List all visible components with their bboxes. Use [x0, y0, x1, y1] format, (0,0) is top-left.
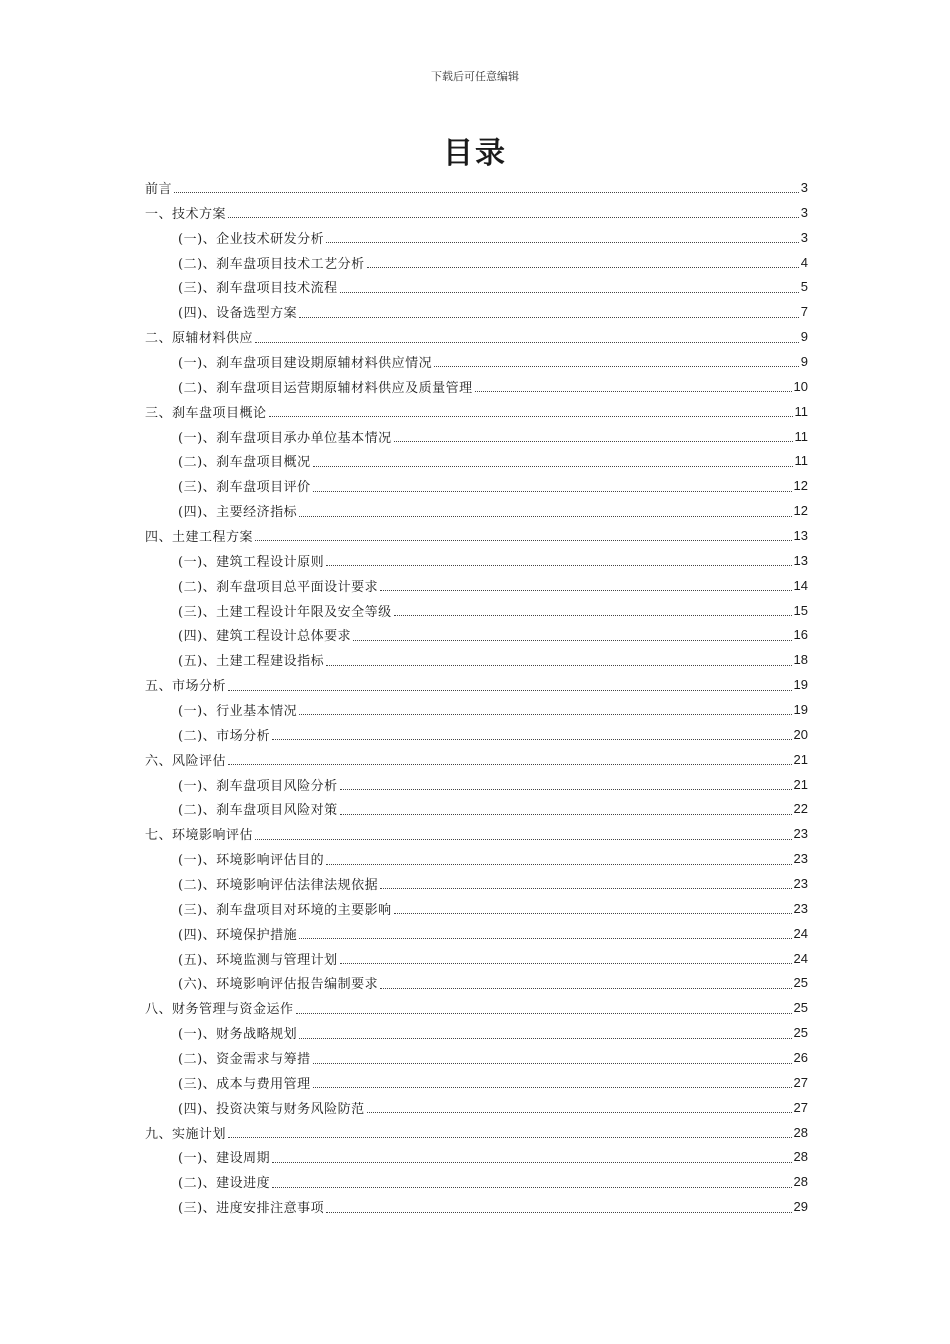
toc-entry-page: 14: [793, 577, 808, 593]
toc-dot-leader: [367, 1111, 792, 1113]
toc-entry-page: 28: [793, 1124, 808, 1140]
toc-entry-page: 21: [793, 751, 808, 767]
toc-entry-page: 4: [800, 254, 808, 270]
toc-entry-page: 11: [794, 403, 808, 419]
toc-entry-text: (四)、投资决策与财务风险防范: [178, 1101, 365, 1117]
toc-entry[interactable]: [145, 548, 808, 573]
toc-entry-text: (四)、建筑工程设计总体要求: [178, 629, 352, 645]
toc-entry-page: 28: [793, 1149, 808, 1165]
toc-entry-page: 10: [793, 378, 808, 394]
toc-entry-page: 23: [793, 851, 808, 867]
toc-entry-page: 18: [793, 652, 808, 668]
toc-entry[interactable]: [145, 448, 808, 473]
toc-dot-leader: [299, 316, 799, 318]
toc-entry[interactable]: [145, 424, 808, 449]
toc-dot-leader: [353, 639, 791, 641]
toc-entry[interactable]: [145, 374, 808, 399]
toc-entry-text: 五、市场分析: [145, 679, 227, 695]
toc-entry-text: (二)、建设进度: [178, 1176, 271, 1192]
toc-entry[interactable]: [145, 846, 808, 871]
toc-entry[interactable]: [145, 399, 808, 424]
toc-entry[interactable]: [145, 747, 808, 772]
toc-dot-leader: [313, 490, 792, 492]
toc-entry[interactable]: [145, 647, 808, 672]
toc-entry-text: (二)、刹车盘项目风险对策: [178, 803, 338, 819]
toc-entry[interactable]: [145, 995, 808, 1020]
toc-entry[interactable]: [145, 1169, 808, 1194]
toc-entry-text: 二、原辅材料供应: [145, 331, 254, 347]
toc-entry-text: (一)、建设周期: [178, 1151, 271, 1167]
toc-entry-text: 七、环境影响评估: [145, 828, 254, 844]
toc-entry-text: (二)、资金需求与筹措: [178, 1052, 311, 1067]
toc-entry-page: 25: [793, 1025, 808, 1041]
toc-entry-page: 20: [793, 726, 808, 742]
toc-dot-leader: [326, 863, 791, 865]
toc-entry-text: (一)、财务战略规划: [178, 1027, 298, 1043]
toc-entry-text: (三)、刹车盘项目技术流程: [178, 281, 338, 297]
toc-entry-text: (一)、刹车盘项目建设期原辅材料供应情况: [178, 355, 433, 371]
toc-entry-text: (三)、刹车盘项目评价: [178, 480, 311, 496]
toc-entry-text: (五)、土建工程建设指标: [178, 654, 325, 670]
toc-entry[interactable]: [145, 622, 808, 647]
toc-entry-page: 22: [793, 801, 808, 817]
toc-entry-text: (三)、刹车盘项目对环境的主要影响: [178, 902, 392, 918]
toc-entry-page: 15: [793, 602, 808, 618]
toc-entry-text: 九、实施计划: [145, 1126, 227, 1142]
toc-dot-leader: [380, 589, 791, 591]
toc-entry[interactable]: [145, 299, 808, 324]
toc-entry[interactable]: [145, 598, 808, 623]
toc-entry[interactable]: [145, 1070, 808, 1095]
toc-dot-leader: [174, 191, 799, 193]
toc-entry-text: (一)、建筑工程设计原则: [178, 554, 325, 570]
toc-entry-page: 23: [793, 826, 808, 842]
toc-dot-leader: [326, 241, 799, 243]
toc-entry-text: (一)、行业基本情况: [178, 703, 298, 719]
toc-entry-page: 19: [793, 701, 808, 717]
toc-entry-text: 六、风险评估: [145, 753, 227, 769]
toc-entry-page: 16: [793, 627, 808, 643]
toc-entry-page: 3: [800, 179, 808, 195]
toc-entry[interactable]: [145, 200, 808, 225]
toc-entry-text: (三)、进度安排注意事项: [178, 1201, 325, 1217]
toc-entry[interactable]: [145, 921, 808, 946]
toc-dot-leader: [272, 738, 791, 740]
toc-entry[interactable]: [145, 971, 808, 996]
toc-dot-leader: [313, 1086, 792, 1088]
toc-entry-page: 26: [793, 1050, 808, 1065]
toc-entry-page: 19: [793, 677, 808, 693]
toc-dot-leader: [340, 813, 792, 815]
toc-dot-leader: [340, 291, 799, 293]
toc-entry[interactable]: [145, 772, 808, 797]
toc-entry-page: 13: [793, 527, 808, 543]
toc-entry[interactable]: [145, 225, 808, 250]
toc-entry-page: 29: [793, 1199, 808, 1215]
toc-entry-page: 21: [793, 776, 808, 792]
toc-entry-text: 一、技术方案: [145, 206, 227, 222]
toc-entry-page: 12: [793, 503, 808, 519]
toc-entry-page: 23: [793, 875, 808, 891]
toc-dot-leader: [313, 465, 793, 467]
toc-entry-page: 25: [793, 1000, 808, 1016]
toc-dot-leader: [299, 515, 791, 517]
toc-entry-page: 3: [800, 204, 808, 220]
toc-entry-page: 11: [794, 453, 808, 469]
toc-entry-text: (二)、刹车盘项目运营期原辅材料供应及质量管理: [178, 380, 473, 396]
toc-entry-text: (四)、环境保护措施: [178, 927, 298, 943]
toc-entry[interactable]: [145, 871, 808, 896]
toc-entry-page: 23: [793, 900, 808, 916]
toc-entry-page: 24: [793, 925, 808, 941]
toc-dot-leader: [228, 689, 792, 691]
toc-entry[interactable]: [145, 722, 808, 747]
toc-entry[interactable]: [145, 523, 808, 548]
toc-dot-leader: [475, 390, 792, 392]
toc-entry[interactable]: [145, 946, 808, 971]
toc-dot-leader: [380, 987, 791, 989]
toc-entry[interactable]: [145, 324, 808, 349]
toc-entry[interactable]: [145, 697, 808, 722]
toc-dot-leader: [272, 1161, 791, 1163]
toc-entry-text: (三)、成本与费用管理: [178, 1076, 311, 1092]
toc-entry[interactable]: [145, 349, 808, 374]
toc-entry[interactable]: [145, 672, 808, 697]
toc-entry-page: 27: [793, 1099, 808, 1115]
toc-entry-page: 11: [794, 428, 808, 444]
toc-entry[interactable]: [145, 1095, 808, 1120]
toc-dot-leader: [299, 713, 791, 715]
toc-entry-text: (一)、环境影响评估目的: [178, 853, 325, 869]
toc-entry[interactable]: [145, 1120, 808, 1145]
toc-entry-page: 9: [800, 353, 808, 369]
toc-dot-leader: [394, 614, 792, 616]
toc-entry-text: (一)、企业技术研发分析: [178, 231, 325, 247]
toc-entry-page: 27: [793, 1074, 808, 1090]
toc-dot-leader: [299, 1037, 791, 1039]
toc-dot-leader: [269, 415, 793, 417]
toc-entry-text: 四、土建工程方案: [145, 529, 254, 545]
toc-entry-page: 7: [800, 304, 808, 320]
toc-dot-leader: [255, 539, 792, 541]
toc-entry[interactable]: [145, 821, 808, 846]
toc-dot-leader: [326, 564, 791, 566]
toc-entry-text: 三、刹车盘项目概论: [145, 405, 267, 421]
toc-entry-page: 13: [793, 552, 808, 568]
toc-entry-text: (二)、刹车盘项目概况: [178, 455, 311, 471]
toc-entry-text: (四)、设备选型方案: [178, 306, 298, 322]
toc-entry-text: 前言: [145, 181, 173, 197]
toc-entry[interactable]: [145, 796, 808, 821]
toc-entry-text: (二)、刹车盘项目技术工艺分析: [178, 256, 365, 272]
page-title: 目录: [443, 136, 507, 171]
toc-dot-leader: [380, 887, 791, 889]
toc-entry-text: (三)、土建工程设计年限及安全等级: [178, 604, 392, 620]
toc-entry[interactable]: [145, 498, 808, 523]
toc-entry-page: 3: [800, 229, 808, 245]
toc-entry[interactable]: [145, 473, 808, 498]
toc-entry-text: 八、财务管理与资金运作: [145, 1002, 294, 1018]
toc-dot-leader: [255, 838, 792, 840]
toc-dot-leader: [367, 266, 799, 268]
toc-dot-leader: [394, 912, 792, 914]
toc-entry-text: (二)、刹车盘项目总平面设计要求: [178, 579, 379, 595]
toc-dot-leader: [394, 440, 793, 442]
toc-entry[interactable]: [145, 274, 808, 299]
toc-entry[interactable]: [145, 896, 808, 921]
toc-entry[interactable]: [145, 573, 808, 598]
toc-entry-text: (二)、环境影响评估法律法规依据: [178, 877, 379, 893]
toc-dot-leader: [255, 341, 799, 343]
toc-entry-page: 25: [793, 975, 808, 991]
toc-dot-leader: [299, 937, 791, 939]
toc-dot-leader: [340, 788, 792, 790]
toc-dot-leader: [228, 216, 799, 218]
toc-entry[interactable]: [145, 1045, 808, 1070]
toc-entry[interactable]: [145, 1020, 808, 1045]
toc-entry-text: (一)、刹车盘项目承办单位基本情况: [178, 430, 392, 446]
toc-entry[interactable]: [145, 175, 808, 200]
toc-dot-leader: [296, 1012, 792, 1014]
toc-entry-text: (二)、市场分析: [178, 728, 271, 744]
toc-dot-leader: [272, 1186, 791, 1188]
toc-entry-page: 12: [793, 478, 808, 494]
table-of-contents: [145, 175, 808, 1219]
toc-dot-leader: [228, 763, 792, 765]
toc-dot-leader: [313, 1062, 792, 1064]
page-header-note: 下载后可任意编辑: [431, 70, 519, 83]
toc-entry[interactable]: [145, 1194, 808, 1219]
toc-entry-text: (一)、刹车盘项目风险分析: [178, 778, 338, 794]
toc-entry-page: 28: [793, 1174, 808, 1190]
toc-entry-page: 24: [793, 950, 808, 966]
toc-dot-leader: [326, 664, 791, 666]
toc-dot-leader: [434, 365, 799, 367]
toc-entry[interactable]: [145, 250, 808, 275]
toc-entry[interactable]: [145, 1145, 808, 1170]
toc-dot-leader: [340, 962, 792, 964]
toc-dot-leader: [228, 1136, 792, 1138]
toc-entry-page: 9: [800, 329, 808, 345]
toc-entry-text: (四)、主要经济指标: [178, 505, 298, 521]
toc-entry-text: (六)、环境影响评估报告编制要求: [178, 977, 379, 993]
toc-entry-text: (五)、环境监测与管理计划: [178, 952, 338, 968]
toc-dot-leader: [326, 1211, 791, 1213]
toc-entry-page: 5: [800, 279, 808, 295]
